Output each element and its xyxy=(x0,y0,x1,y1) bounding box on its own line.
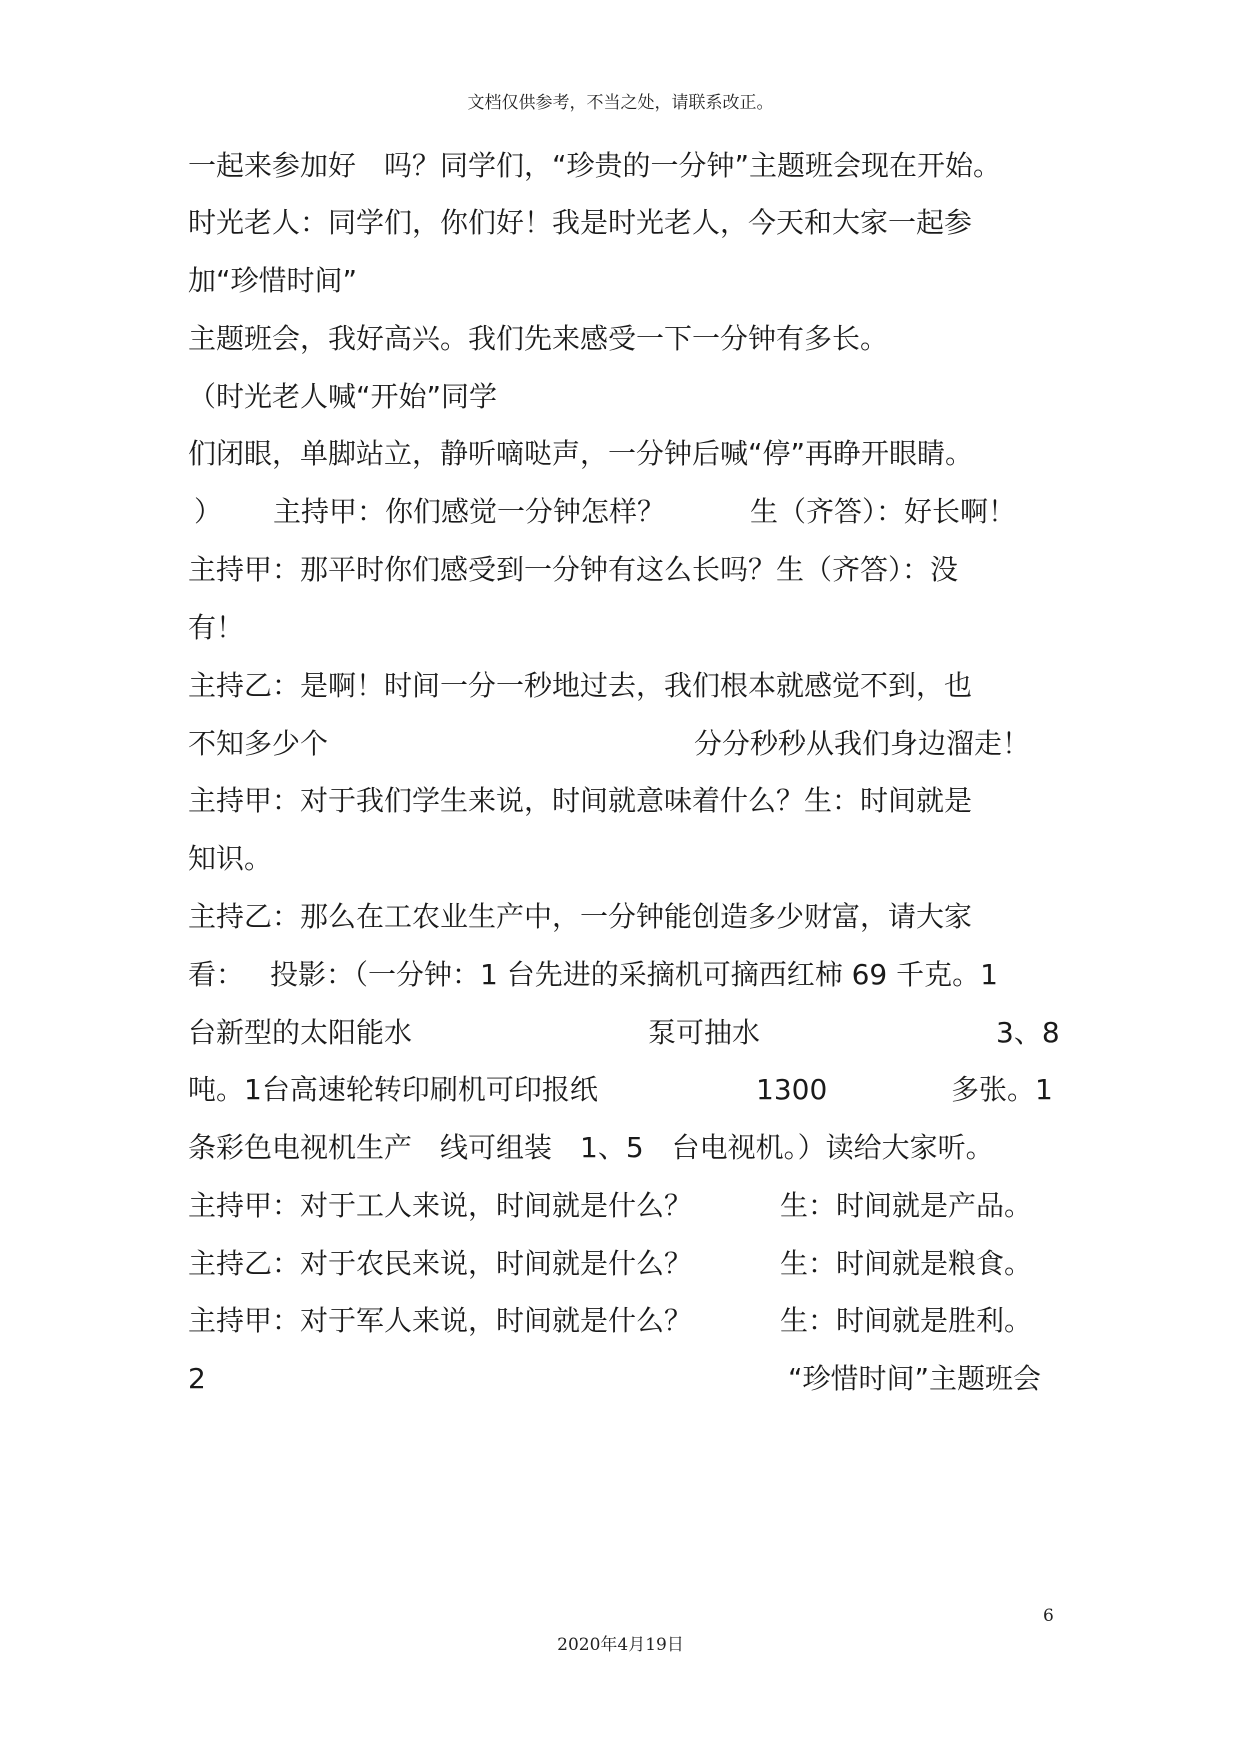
body-line xyxy=(188,721,1058,767)
body-line xyxy=(188,952,1058,998)
body-line xyxy=(188,1298,1058,1344)
text-segment: 们闭眼，单脚站立，静听嘀哒声，一分钟后喊“停”再睁开眼睛。 xyxy=(188,437,974,470)
text-segment: 主持甲：对于我们学生来说，时间就意味着什么？生：时间就是 xyxy=(188,784,973,817)
text-segment: ） xyxy=(194,495,223,528)
body-line xyxy=(188,778,1058,824)
body-line xyxy=(188,836,1058,882)
body-line xyxy=(188,547,1058,593)
text-segment: 1300 xyxy=(756,1073,828,1106)
text-segment: 台新型的太阳能水 xyxy=(188,1016,413,1049)
text-segment: 多张。1 xyxy=(951,1073,1053,1106)
body-line xyxy=(188,431,1058,477)
text-segment: 主持乙：那么在工农业生产中，一分钟能创造多少财富，请大家 xyxy=(188,900,973,933)
text-segment: 2 xyxy=(188,1362,206,1395)
text-segment: 时光老人：同学们，你们好！我是时光老人，今天和大家一起参 xyxy=(188,206,973,239)
body-line xyxy=(188,1241,1058,1287)
text-segment: 泵可抽水 xyxy=(648,1016,761,1049)
text-segment: 投影：（一分钟：1 台先进的采摘机可摘西红柿 69 千克。1 xyxy=(270,958,998,991)
text-segment: 加“珍惜时间” xyxy=(188,264,358,297)
body-line xyxy=(188,1356,1058,1402)
text-segment: （时光老人喊“开始”同学 xyxy=(188,380,498,413)
text-segment: 生（齐答）：好长啊！ xyxy=(750,495,1017,528)
text-segment: 条彩色电视机生产 线可组装 1、5 台电视机。）读给大家听。 xyxy=(188,1131,994,1164)
body-line xyxy=(188,143,1058,189)
body-line xyxy=(188,1067,1058,1113)
page-header: 文档仅供参考，不当之处，请联系改正。 xyxy=(467,93,774,113)
text-segment: 生：时间就是产品。 xyxy=(780,1189,1033,1222)
text-segment: “珍惜时间”主题班会 xyxy=(788,1362,1042,1395)
body-line xyxy=(188,605,1058,651)
body-line xyxy=(188,258,1058,304)
text-segment: 一起来参加好 吗？同学们，“珍贵的一分钟”主题班会现在开始。 xyxy=(188,149,1002,182)
text-segment: 主持甲：那平时你们感受到一分钟有这么长吗？生（齐答）：没 xyxy=(188,553,959,586)
body-line xyxy=(188,374,1058,420)
body-line xyxy=(188,1010,1058,1056)
text-segment: 知识。 xyxy=(188,842,273,875)
text-segment: 吨。1台高速轮转印刷机可印报纸 xyxy=(188,1073,598,1106)
page-number: 6 xyxy=(1043,1606,1054,1626)
text-segment: 3、8 xyxy=(996,1016,1060,1049)
text-segment: 看： xyxy=(188,958,245,991)
body-line xyxy=(188,200,1058,246)
text-segment: 主持甲：对于军人来说，时间就是什么？ xyxy=(188,1304,693,1337)
body-line xyxy=(188,489,1058,535)
text-segment: 生：时间就是粮食。 xyxy=(780,1247,1033,1280)
text-segment: 有！ xyxy=(188,611,245,644)
text-segment: 不知多少个 xyxy=(188,727,329,760)
page-footer-date: 2020年4月19日 xyxy=(557,1635,684,1655)
text-segment: 分分秒秒从我们身边溜走！ xyxy=(694,727,1031,760)
body-line xyxy=(188,663,1058,709)
body-line xyxy=(188,1183,1058,1229)
body-line xyxy=(188,316,1058,362)
text-segment: 主持甲：对于工人来说，时间就是什么？ xyxy=(188,1189,693,1222)
body-line xyxy=(188,1125,1058,1171)
text-segment: 主题班会，我好高兴。我们先来感受一下一分钟有多长。 xyxy=(188,322,889,355)
body-line xyxy=(188,894,1058,940)
text-segment: 主持乙：对于农民来说，时间就是什么？ xyxy=(188,1247,693,1280)
text-segment: 生：时间就是胜利。 xyxy=(780,1304,1033,1337)
text-segment: 主持乙：是啊！时间一分一秒地过去，我们根本就感觉不到，也 xyxy=(188,669,973,702)
text-segment: 主持甲：你们感觉一分钟怎样？ xyxy=(273,495,666,528)
